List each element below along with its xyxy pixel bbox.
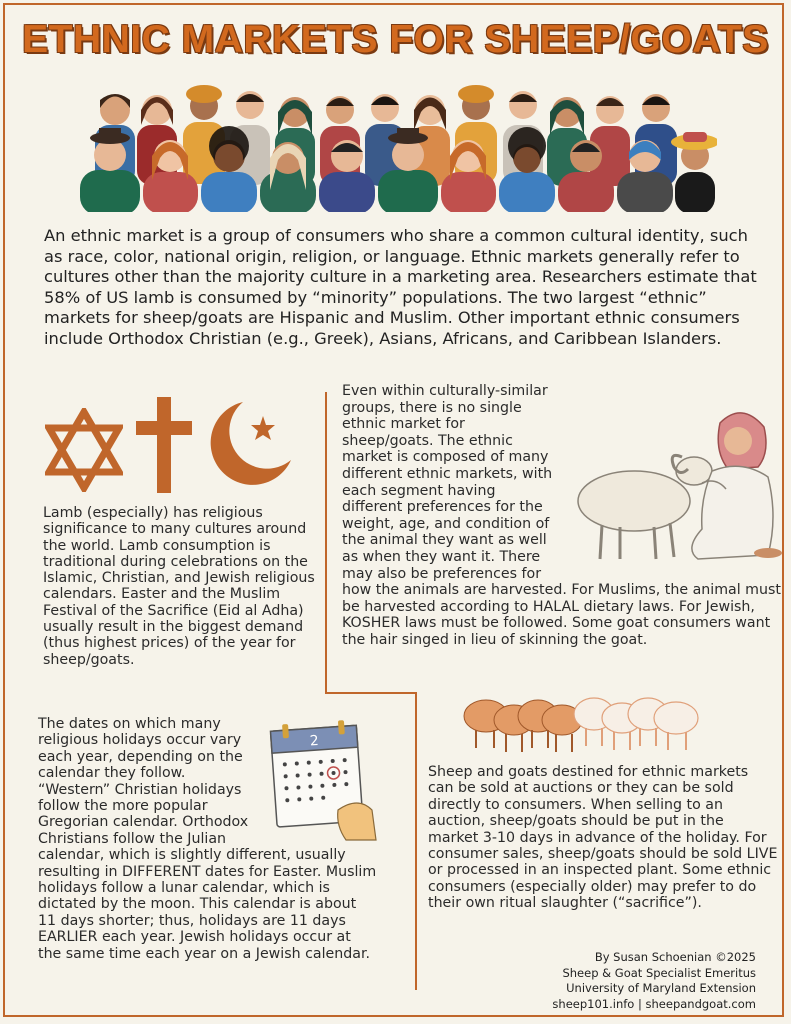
calendar-paragraph: The dates on which many religious holidays occur vary each year, depending on the calendar they follow. “Western” Christian holidays follow the more popular Gregorian calendar. Orthodox Christians follow the Julian calendar, which is slightly different, usually resulting in DIFFERENT dates for Easter. Muslim holidays follow a lunar calendar, which is dictated by the moon. This calendar is about 11 days shorter; thus, holidays are 11 days EARLIER each year. Jewish holidays occur at the same time each year on a Jewish calendar. <box>38 716 377 962</box>
cross-icon <box>134 395 194 495</box>
crowd-illustration <box>75 80 717 212</box>
page-title: ETHNIC MARKETS FOR SHEEP/GOATS <box>22 18 769 61</box>
segments-text-block <box>342 383 784 649</box>
segments-paragraph: Even within culturally-similar groups, there is no single ethnic market for sheep/goats. The ethnic market is composed of many different ethnic markets, with each segment having different preferences for the weight, age, and condition of the animal they want as well as when they want it. There may also be preferences for how the animals are harvested. For Muslims, the animal must be harvested according to HALAL dietary laws. For Jewish, KOSHER laws must be followed. Some goat consumers want the hair singed in lieu of skinning the goat. <box>342 383 781 648</box>
shepherd-with-sheep-illustration <box>562 393 784 565</box>
religion-paragraph: Lamb (especially) has religious significance to many cultures around the world. Lamb consumption is traditional during celebrations on the Islamic, Christian, and Jewish religious calendars. Easter and the Muslim Festival of the Sacrifice (Eid al Adha) usually result in the biggest demand (thus highest prices) of the year for sheep/goats. <box>43 505 315 668</box>
sheep-flock-illustration <box>462 686 708 758</box>
calendar-number: 2 <box>309 732 320 750</box>
credit-author: By Susan Schoenian ©2025 <box>594 950 756 964</box>
vertical-divider-bottom <box>415 692 417 990</box>
credit-role: Sheep & Goat Specialist Emeritus <box>562 965 756 980</box>
horizontal-divider <box>325 692 417 694</box>
vertical-divider-top <box>325 392 327 694</box>
calendar-text-block <box>38 716 378 962</box>
credit-sites[interactable]: sheep101.info | sheepandgoat.com <box>552 996 756 1011</box>
sales-paragraph: Sheep and goats destined for ethnic markets can be sold at auctions or they can be sold directly to consumers. When selling to an auction, sheep/goats should be put in the market 3-10 days in advance of the holiday. For consumer sales, sheep/goats should be sold LIVE or processed in an inspected plant. Some ethnic consumers (especially older) may prefer to do their own ritual slaughter (“sacrifice”). <box>428 764 778 912</box>
calendar-hand-illustration <box>260 718 378 842</box>
star-of-david-icon <box>45 408 123 492</box>
author-credit <box>500 950 756 1012</box>
intro-paragraph: An ethnic market is a group of consumers who share a common cultural identity, such as race, color, national origin, religion, or language. Ethnic markets generally refer to cultures other than the majority culture in a marketing area. Researchers estimate that 58% of US lamb is consumed by “minority” populations. The two largest “ethnic” markets for sheep/goats are Hispanic and Muslim. Other important ethnic consumers include Orthodox Christian (e.g., Greek), Asians, Africans, and Caribbean Islanders. <box>44 226 757 348</box>
credit-org: University of Maryland Extension <box>566 981 756 995</box>
crescent-star-icon <box>205 398 295 486</box>
